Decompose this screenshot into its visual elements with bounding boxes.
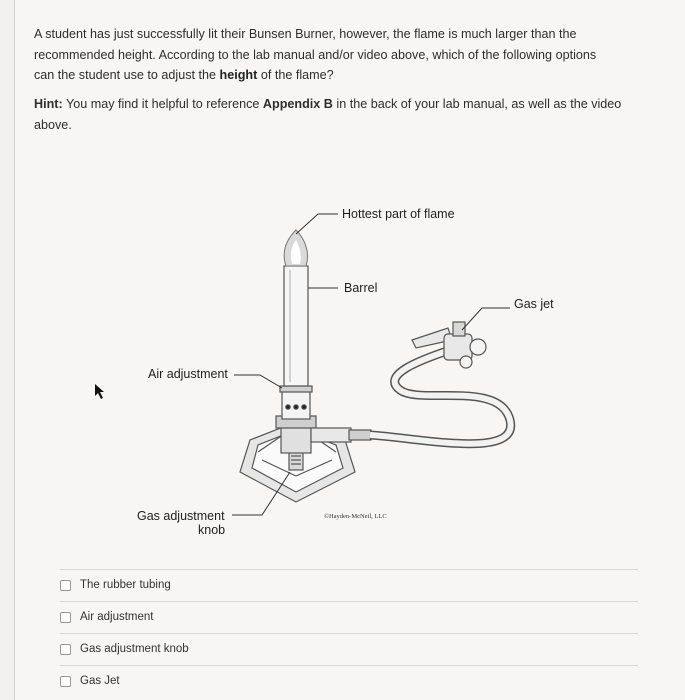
question-emphasis: height xyxy=(219,68,258,82)
question-line-3-suffix: of the flame? xyxy=(257,68,334,82)
gas-inlet xyxy=(311,428,371,442)
copyright-credit: ©Hayden-McNeil, LLC xyxy=(324,513,387,520)
option-air-adjustment[interactable] xyxy=(60,601,638,632)
label-barrel: Barrel xyxy=(344,281,378,295)
option-gas-adjustment-knob[interactable] xyxy=(60,633,638,664)
hint-label: Hint: xyxy=(34,97,63,111)
label-gas-jet: Gas jet xyxy=(514,297,554,311)
label-gas-knob-line2: knob xyxy=(198,523,226,537)
hint-line-2: above. xyxy=(34,117,72,132)
hint-text-before: You may find it helpful to reference xyxy=(62,97,263,111)
hint-reference: Appendix B xyxy=(262,97,333,111)
checkbox-icon[interactable] xyxy=(60,612,71,623)
option-label: Gas adjustment knob xyxy=(80,643,189,655)
burner-barrel xyxy=(284,266,308,386)
checkbox-icon[interactable] xyxy=(60,644,71,655)
option-label: Gas Jet xyxy=(80,675,120,687)
gas-adjustment-knob xyxy=(289,452,303,470)
flame xyxy=(284,230,307,266)
option-label: The rubber tubing xyxy=(80,579,171,591)
rubber-tubing xyxy=(370,350,511,444)
question-line-2: recommended height. According to the lab manual and/or video above, which of the following options xyxy=(34,47,597,62)
mouse-cursor-icon xyxy=(95,384,104,399)
option-label: Air adjustment xyxy=(80,611,154,623)
label-hottest-part: Hottest part of flame xyxy=(342,207,455,221)
question-line-1: A student has just successfully lit their Bunsen Burner, however, the flame is much larger than the xyxy=(34,27,577,41)
hint-text xyxy=(34,94,644,135)
bunsen-burner-diagram xyxy=(0,190,685,550)
checkbox-icon[interactable] xyxy=(60,580,71,591)
label-gas-knob-line1: Gas adjustment xyxy=(137,509,225,523)
checkbox-icon[interactable] xyxy=(60,676,71,687)
label-air-adjustment: Air adjustment xyxy=(148,367,228,381)
question-line-3-prefix: can the student use to adjust the xyxy=(34,68,220,82)
option-rubber-tubing[interactable] xyxy=(60,569,638,600)
hint-text-after: in the back of your lab manual, as well as the video xyxy=(332,97,622,111)
option-gas-jet[interactable] xyxy=(60,665,638,696)
question-text xyxy=(34,24,634,86)
burner-body xyxy=(276,386,316,453)
